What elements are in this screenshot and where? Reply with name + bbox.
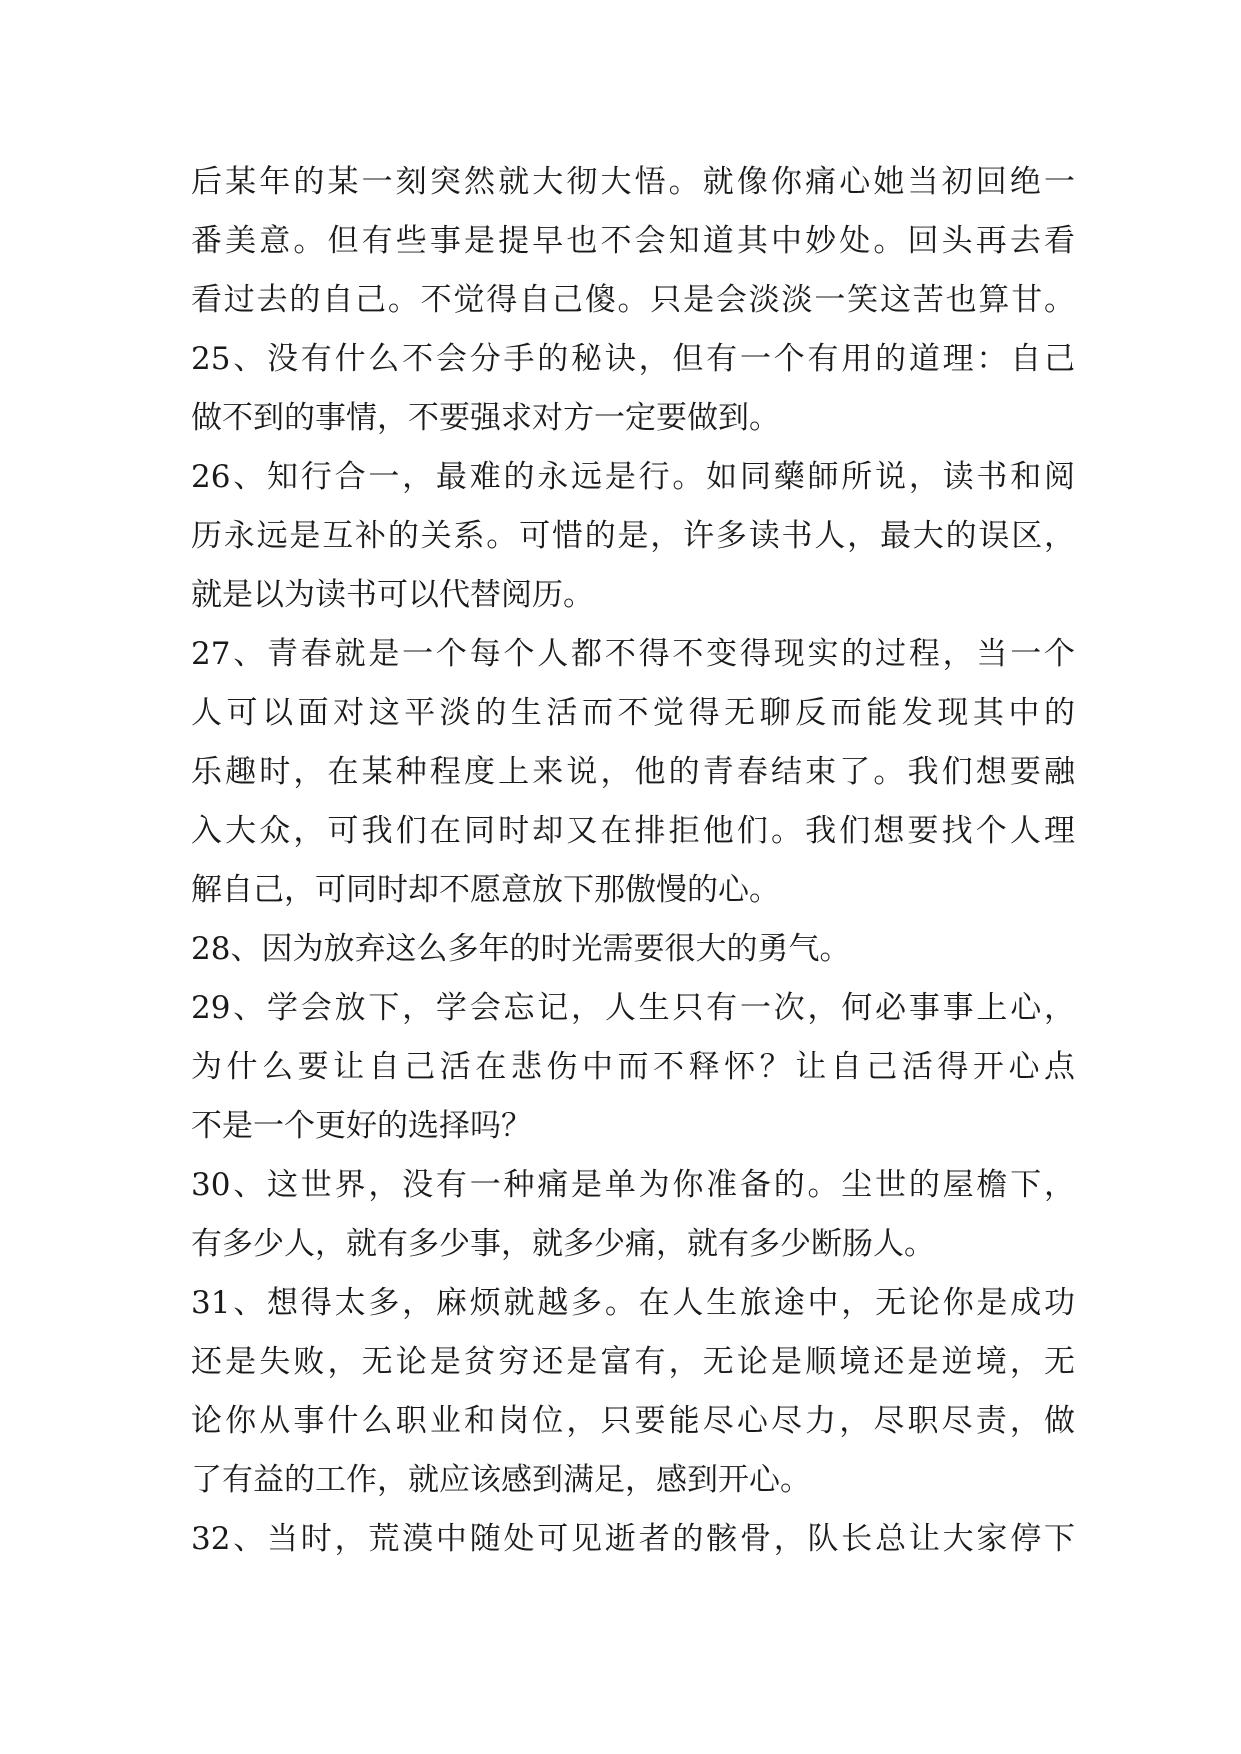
text-line: 32、当时，荒漠中随处可见逝者的骸骨，队长总让大家停下 (191, 1521, 1075, 1557)
text-line: 30、这世界，没有一种痛是单为你准备的。尘世的屋檐下， (191, 1167, 1075, 1203)
text-line: 解自己，可同时却不愿意放下那傲慢的心。 (191, 872, 780, 908)
text-line: 历永远是互补的关系。可惜的是，许多读书人，最大的误区， (191, 518, 1075, 554)
text-line: 后某年的某一刻突然就大彻大悟。就像你痛心她当初回绝一 (191, 164, 1075, 200)
text-line: 不是一个更好的选择吗？ (191, 1108, 532, 1144)
text-line: 就是以为读书可以代替阅历。 (191, 577, 594, 613)
paragraph-31 (191, 1274, 1075, 1510)
text-line: 27、青春就是一个每个人都不得不变得现实的过程，当一个 (191, 636, 1075, 672)
text-line: 乐趣时，在某种程度上来说，他的青春结束了。我们想要融 (191, 754, 1075, 790)
paragraph-27 (191, 625, 1075, 920)
text-line: 做不到的事情，不要强求对方一定要做到。 (191, 400, 780, 436)
text-line: 了有益的工作，就应该感到满足，感到开心。 (191, 1462, 811, 1498)
body-text (191, 153, 1075, 1569)
text-line: 31、想得太多，麻烦就越多。在人生旅途中，无论你是成功 (191, 1285, 1075, 1321)
text-line: 29、学会放下，学会忘记，人生只有一次，何必事事上心， (191, 990, 1075, 1026)
paragraph-26 (191, 448, 1075, 625)
text-line: 26、知行合一，最难的永远是行。如同藥師所说，读书和阅 (191, 459, 1075, 495)
paragraph-32 (191, 1510, 1075, 1569)
text-line: 28、因为放弃这么多年的时光需要很大的勇气。 (191, 931, 851, 967)
paragraph-28 (191, 920, 1075, 979)
paragraph-30 (191, 1156, 1075, 1274)
text-line: 入大众，可我们在同时却又在排拒他们。我们想要找个人理 (191, 813, 1075, 849)
paragraph-continued (191, 153, 1075, 330)
text-line: 还是失败，无论是贫穷还是富有，无论是顺境还是逆境，无 (191, 1344, 1075, 1380)
text-line: 看过去的自己。不觉得自己傻。只是会淡淡一笑这苦也算甘。 (191, 282, 1075, 318)
text-line: 番美意。但有些事是提早也不会知道其中妙处。回头再去看 (191, 223, 1075, 259)
paragraph-25 (191, 330, 1075, 448)
text-line: 论你从事什么职业和岗位，只要能尽心尽力，尽职尽责，做 (191, 1403, 1075, 1439)
text-line: 有多少人，就有多少事，就多少痛，就有多少断肠人。 (191, 1226, 935, 1262)
text-line: 人可以面对这平淡的生活而不觉得无聊反而能发现其中的 (191, 695, 1075, 731)
paragraph-29 (191, 979, 1075, 1156)
text-line: 为什么要让自己活在悲伤中而不释怀？让自己活得开心点 (191, 1049, 1075, 1085)
text-line: 25、没有什么不会分手的秘诀，但有一个有用的道理：自己 (191, 341, 1075, 377)
